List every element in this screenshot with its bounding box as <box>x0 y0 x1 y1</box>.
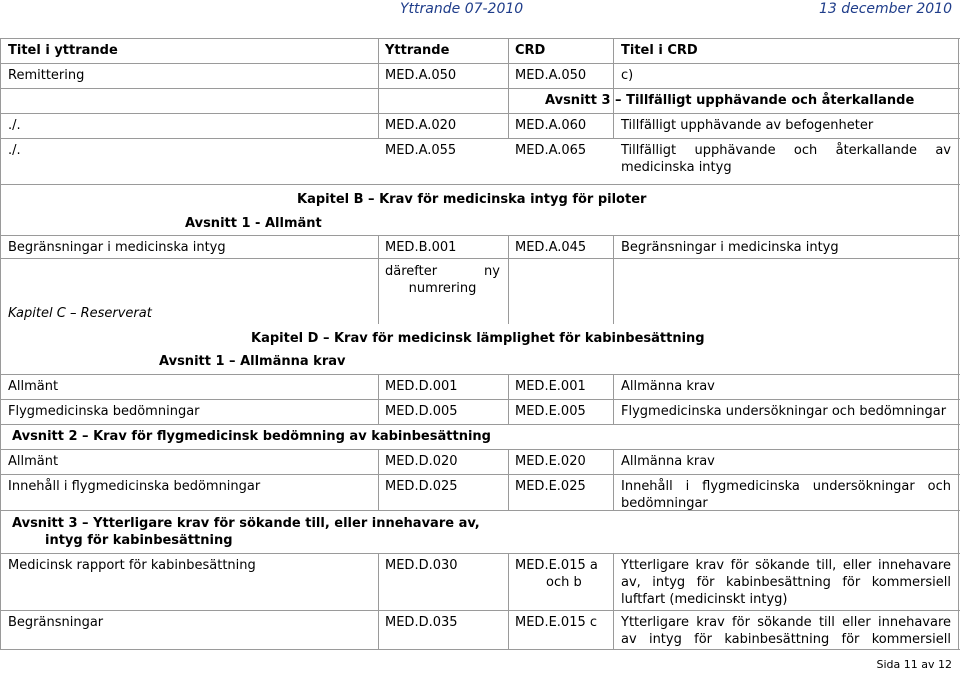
row-divider <box>0 474 960 475</box>
section-heading: Avsnitt 3 – Tillfälligt upphävande och återkallande <box>545 93 915 108</box>
cell-crd-ref: MED.E.015 c <box>515 615 598 630</box>
column-divider <box>508 235 509 324</box>
cell-title-yttrande: Flygmedicinska bedömningar <box>8 404 200 419</box>
column-header-crd: CRD <box>515 43 546 58</box>
chapter-heading: Kapitel D – Krav för medicinsk lämplighet för kabinbesättning <box>251 331 705 346</box>
page-number: Sida 11 av 12 <box>876 658 952 671</box>
cell-title-crd-cont: bedömningar <box>621 496 708 511</box>
column-divider <box>378 38 379 138</box>
cell-title-crd-cont: medicinska intyg <box>621 160 732 175</box>
column-divider <box>378 235 379 324</box>
header-date: 13 december 2010 <box>818 1 952 17</box>
cell-title-crd: Tillfälligt upphävande och återkallande av <box>621 143 951 158</box>
cell-title-crd: Tillfälligt upphävande av befogenheter <box>621 118 874 133</box>
column-divider <box>508 449 509 510</box>
table-top-border <box>0 38 960 39</box>
cell-title-crd-cont: luftfart (medicinskt intyg) <box>621 592 788 607</box>
column-divider <box>508 553 509 649</box>
cell-title-yttrande: ./. <box>8 143 21 158</box>
cell-title-crd: Ytterligare krav för sökande till, eller innehavare <box>621 558 951 573</box>
row-divider <box>0 88 960 89</box>
cell-yttrande-ref: MED.D.035 <box>385 615 458 630</box>
cell-crd-ref-cont: och b <box>546 575 582 590</box>
column-header-title-yttrande: Titel i yttrande <box>8 43 118 58</box>
cell-title-yttrande: Remittering <box>8 68 85 83</box>
cell-crd-ref: MED.A.045 <box>515 240 587 255</box>
numbering-note-cont: numrering <box>408 281 477 296</box>
cell-yttrande-ref: MED.D.020 <box>385 454 458 469</box>
cell-title-crd: Allmänna krav <box>621 454 715 469</box>
numbering-note: därefter ny <box>385 264 500 279</box>
cell-title-yttrande: Medicinsk rapport för kabinbesättning <box>8 558 256 573</box>
cell-crd-ref: MED.A.050 <box>515 68 587 83</box>
row-divider <box>0 424 960 425</box>
cell-yttrande-ref: MED.B.001 <box>385 240 457 255</box>
cell-title-crd: c) <box>621 68 634 83</box>
column-divider <box>508 374 509 424</box>
cell-yttrande-ref: MED.A.055 <box>385 143 457 158</box>
cell-crd-ref: MED.E.005 <box>515 404 586 419</box>
row-divider <box>0 553 960 554</box>
row-divider <box>0 510 960 511</box>
column-divider <box>378 553 379 649</box>
cell-title-crd: Begränsningar i medicinska intyg <box>621 240 839 255</box>
column-divider <box>613 553 614 649</box>
cell-crd-ref: MED.A.060 <box>515 118 587 133</box>
row-divider <box>0 399 960 400</box>
row-divider <box>0 138 960 139</box>
cell-crd-ref: MED.E.025 <box>515 479 586 494</box>
row-divider <box>0 258 960 259</box>
page-header <box>0 0 960 22</box>
column-divider <box>613 38 614 138</box>
cell-title-crd: Innehåll i flygmedicinska undersökningar och <box>621 479 951 494</box>
cell-title-crd-cont: av, intyg för kabinbesättning för kommersiell <box>621 575 951 590</box>
row-divider <box>0 63 960 64</box>
row-divider <box>0 184 960 185</box>
header-doc-title: Yttrande 07-2010 <box>400 1 524 17</box>
cell-yttrande-ref: MED.A.050 <box>385 68 457 83</box>
column-divider <box>613 374 614 424</box>
table-bottom-border <box>0 649 960 650</box>
cell-title-crd: Allmänna krav <box>621 379 715 394</box>
column-divider <box>613 449 614 510</box>
cell-title-yttrande: Allmänt <box>8 454 59 469</box>
cell-crd-ref: MED.E.020 <box>515 454 586 469</box>
cell-yttrande-ref: MED.A.020 <box>385 118 457 133</box>
cell-title-yttrande: ./. <box>8 118 21 133</box>
section-heading: Avsnitt 1 - Allmänt <box>185 216 322 231</box>
column-divider <box>508 38 509 138</box>
column-header-title-crd: Titel i CRD <box>621 43 698 58</box>
cell-crd-ref: MED.E.015 a <box>515 558 598 573</box>
cell-title-yttrande: Begränsningar <box>8 615 104 630</box>
chapter-heading: Kapitel C – Reserverat <box>8 306 152 321</box>
cell-yttrande-ref: MED.D.025 <box>385 479 458 494</box>
cell-title-yttrande: Allmänt <box>8 379 59 394</box>
cell-yttrande-ref: MED.D.005 <box>385 404 458 419</box>
chapter-heading: Kapitel B – Krav för medicinska intyg för piloter <box>297 192 647 207</box>
row-divider <box>0 235 960 236</box>
row-divider <box>0 449 960 450</box>
cell-title-crd: Ytterligare krav för sökande till eller innehavare <box>621 615 951 630</box>
cell-crd-ref: MED.E.001 <box>515 379 586 394</box>
cell-yttrande-ref: MED.D.001 <box>385 379 458 394</box>
row-divider <box>0 374 960 375</box>
row-divider <box>0 113 960 114</box>
column-divider <box>613 235 614 324</box>
table-right-border <box>958 38 959 649</box>
cell-title-crd: Flygmedicinska undersökningar och bedömningar <box>621 404 947 419</box>
section-heading-cont: intyg för kabinbesättning <box>45 533 233 548</box>
column-divider <box>378 449 379 510</box>
table-left-border <box>0 38 1 649</box>
cell-yttrande-ref: MED.D.030 <box>385 558 458 573</box>
cell-title-yttrande: Begränsningar i medicinska intyg <box>8 240 226 255</box>
cell-crd-ref: MED.A.065 <box>515 143 587 158</box>
cell-title-yttrande: Innehåll i flygmedicinska bedömningar <box>8 479 261 494</box>
cell-title-crd-cont: av intyg för kabinbesättning för kommersiell <box>621 632 951 647</box>
column-header-yttrande: Yttrande <box>385 43 450 58</box>
section-heading: Avsnitt 2 – Krav för flygmedicinsk bedömning av kabinbesättning <box>12 429 491 444</box>
section-heading: Avsnitt 3 – Ytterligare krav för sökande till, eller innehavare av, <box>12 516 480 531</box>
row-divider <box>0 610 960 611</box>
section-heading: Avsnitt 1 – Allmänna krav <box>159 354 346 369</box>
column-divider <box>378 374 379 424</box>
